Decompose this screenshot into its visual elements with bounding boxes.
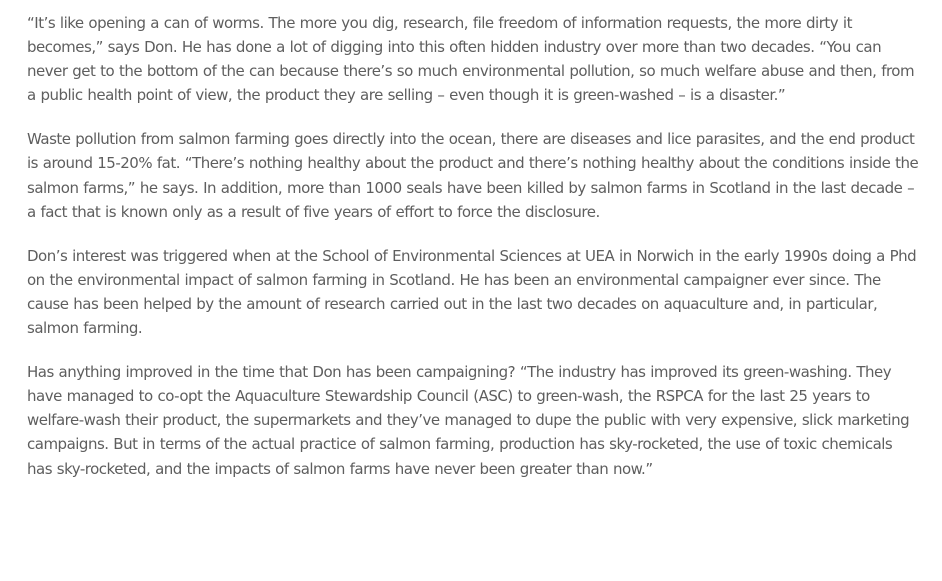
article-paragraph-1: “It’s like opening a can of worms. The more you dig, research, file freedom of information requests, the more dirty it becomes,” says Don. He has done a lot of digging into this often hidden industry over more than two decades. “You can never get to the bottom of the can because there’s so much environmental pollution, so much welfare abuse and then, from a public health point of view, the product they are selling – even though it is green-washed – is a disaster.”	[27, 14, 915, 105]
article-paragraph-2: Waste pollution from salmon farming goes directly into the ocean, there are diseases and lice parasites, and the end product is around 15-20% fat. “There’s nothing healthy about the product and there’s nothing healthy about the conditions inside the salmon farms,” he says. In addition, more than 1000 seals have been killed by salmon farms in Scotland in the last decade – a fact that is known only as a result of five years of effort to force the disclosure.	[27, 130, 919, 221]
article-body	[27, 11, 922, 501]
article-paragraph-3: Don’s interest was triggered when at the School of Environmental Sciences at UEA in Norwich in the early 1990s doing a Phd on the environmental impact of salmon farming in Scotland. He has been an environmental campaigner ever since. The cause has been helped by the amount of research carried out in the last two decades on aquaculture and, in particular, salmon farming.	[27, 246, 917, 338]
article-paragraph-4: Has anything improved in the time that Don has been campaigning? “The industry has improved its green-washing. They have managed to co-opt the Aquaculture Stewardship Council (ASC) to green-wash, the RSPCA for the last 25 years to welfare-wash their product, the supermarkets and they’ve managed to dupe the public with very expensive, slick marketing campaigns. But in terms of the actual practice of salmon farming, production has sky-rocketed, the use of toxic chemicals has sky-rocketed, and the impacts of salmon farms have never been greater than now.”	[27, 363, 910, 478]
